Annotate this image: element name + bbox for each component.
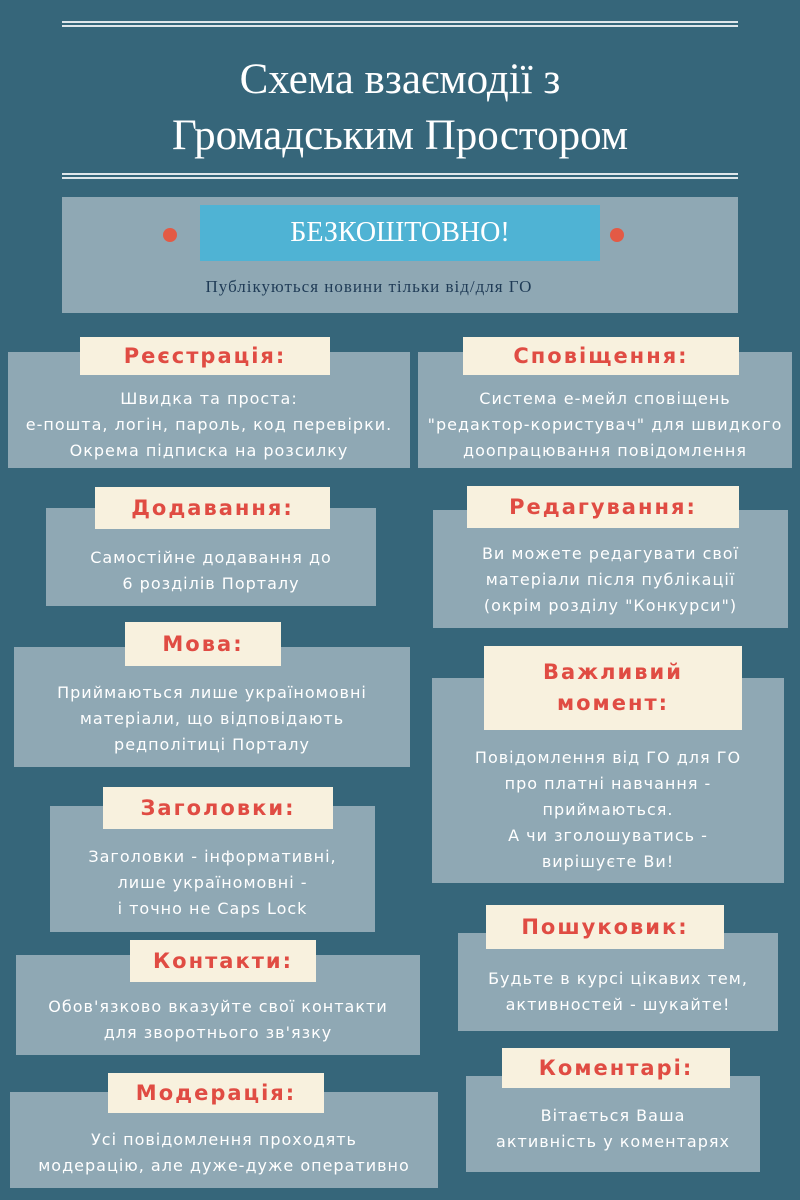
- important-text: Повідомлення від ГО для ГО про платні навчання - приймаються. А чи зголошуватись - вирішуєте Ви!: [474, 748, 742, 871]
- language-label: Мова:: [125, 622, 281, 666]
- headlines-label: Заголовки:: [103, 787, 333, 829]
- search-label: Пошуковик:: [486, 905, 724, 949]
- banner-subtitle: Публікуються новини тільки від/для ГО: [205, 277, 533, 296]
- adding-text: Самостійне додавання до 6 розділів Порталу: [90, 548, 332, 593]
- registration-text: Швидка та проста: е-пошта, логін, пароль, код перевірки. Окрема підписка на розсилку: [25, 389, 393, 460]
- contacts-text: Обов'язково вказуйте свої контакти для зворотнього зв'язку: [48, 997, 388, 1042]
- moderation-text: Усі повідомлення проходять модерацію, але дуже-дуже оперативно: [38, 1130, 410, 1175]
- registration-label: Реєстрація:: [80, 337, 330, 375]
- notifications-text: Система е-мейл сповіщень "редактор-користувач" для швидкого доопрацювання повідомлення: [427, 389, 783, 460]
- editing-label: Редагування:: [467, 486, 739, 528]
- top-rule: [62, 21, 738, 27]
- language-text: Приймаються лише україномовні матеріали, що відповідають редполітиці Порталу: [57, 683, 367, 754]
- left-dot-icon: [163, 228, 177, 242]
- comments-text: Вітається Ваша активність у коментарях: [496, 1106, 730, 1151]
- important-label: Важливий момент:: [484, 646, 742, 730]
- page-title: [0, 52, 800, 164]
- free-ribbon: БЕЗКОШТОВНО!: [200, 205, 600, 261]
- right-dot-icon: [610, 228, 624, 242]
- title-line-2: Громадським Простором: [171, 112, 629, 159]
- search-text: Будьте в курсі цікавих тем, активностей - шукайте!: [488, 969, 748, 1014]
- contacts-label: Контакти:: [130, 940, 316, 982]
- editing-text: Ви можете редагувати свої матеріали після публікації (окрім розділу "Конкурси"): [481, 544, 740, 615]
- adding-label: Додавання:: [95, 487, 330, 529]
- bottom-rule: [62, 173, 738, 179]
- title-line-1: Схема взаємодії з: [239, 56, 561, 103]
- moderation-label: Модерація:: [108, 1073, 324, 1113]
- comments-label: Коментарі:: [502, 1048, 730, 1088]
- headlines-text: Заголовки - інформативні, лише україномовні - і точно не Caps Lock: [88, 847, 337, 918]
- notifications-label: Сповіщення:: [463, 337, 739, 375]
